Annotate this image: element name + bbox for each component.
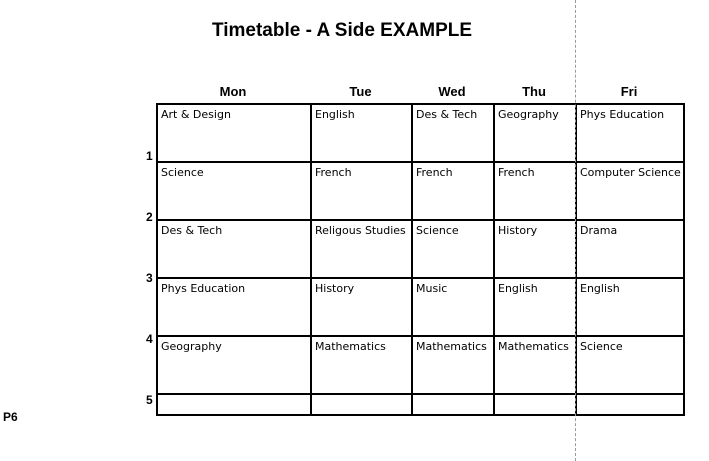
table-cell[interactable]: Religous Studies <box>311 220 412 278</box>
period-label-5: 5 <box>146 393 153 407</box>
table-cell[interactable] <box>494 394 576 415</box>
table-cell[interactable]: Mathematics <box>494 336 576 394</box>
table-row <box>157 104 684 162</box>
day-header-tue: Tue <box>349 84 372 99</box>
table-row <box>157 162 684 220</box>
table-cell[interactable]: English <box>576 278 684 336</box>
table-cell[interactable]: Geography <box>157 336 311 394</box>
table-cell[interactable]: Phys Education <box>576 104 684 162</box>
table-cell[interactable]: Phys Education <box>157 278 311 336</box>
table-cell[interactable]: English <box>311 104 412 162</box>
table-cell[interactable]: Des & Tech <box>157 220 311 278</box>
table-cell[interactable]: French <box>494 162 576 220</box>
day-header-wed: Wed <box>438 84 466 99</box>
period-label-1: 1 <box>146 149 153 163</box>
table-cell[interactable] <box>576 394 684 415</box>
table-cell[interactable]: Art & Design <box>157 104 311 162</box>
period-label-3: 3 <box>146 271 153 285</box>
table-cell[interactable]: Mathematics <box>311 336 412 394</box>
page-break-line <box>575 0 576 461</box>
table-cell[interactable]: Music <box>412 278 494 336</box>
table-row-empty <box>157 394 684 415</box>
table-cell[interactable]: Mathematics <box>412 336 494 394</box>
table-cell[interactable]: Science <box>576 336 684 394</box>
table-cell[interactable]: Computer Science <box>576 162 684 220</box>
table-cell[interactable]: History <box>311 278 412 336</box>
day-header-fri: Fri <box>620 84 638 99</box>
table-cell[interactable]: Drama <box>576 220 684 278</box>
day-header-mon: Mon <box>219 84 247 99</box>
period-label-p6: P6 <box>3 410 18 424</box>
table-row <box>157 278 684 336</box>
period-label-2: 2 <box>146 210 153 224</box>
table-cell[interactable] <box>157 394 311 415</box>
table-row <box>157 220 684 278</box>
period-label-4: 4 <box>146 332 153 346</box>
table-cell[interactable]: English <box>494 278 576 336</box>
table-cell[interactable]: French <box>311 162 412 220</box>
table-cell[interactable]: French <box>412 162 494 220</box>
table-cell[interactable]: Science <box>412 220 494 278</box>
table-cell[interactable]: Geography <box>494 104 576 162</box>
table-cell[interactable]: History <box>494 220 576 278</box>
table-cell[interactable] <box>412 394 494 415</box>
table-row <box>157 336 684 394</box>
table-cell[interactable]: Des & Tech <box>412 104 494 162</box>
timetable-grid <box>156 103 685 416</box>
day-header-thu: Thu <box>522 84 546 99</box>
table-cell[interactable]: Science <box>157 162 311 220</box>
table-cell[interactable] <box>311 394 412 415</box>
page-title: Timetable - A Side EXAMPLE <box>211 20 473 41</box>
